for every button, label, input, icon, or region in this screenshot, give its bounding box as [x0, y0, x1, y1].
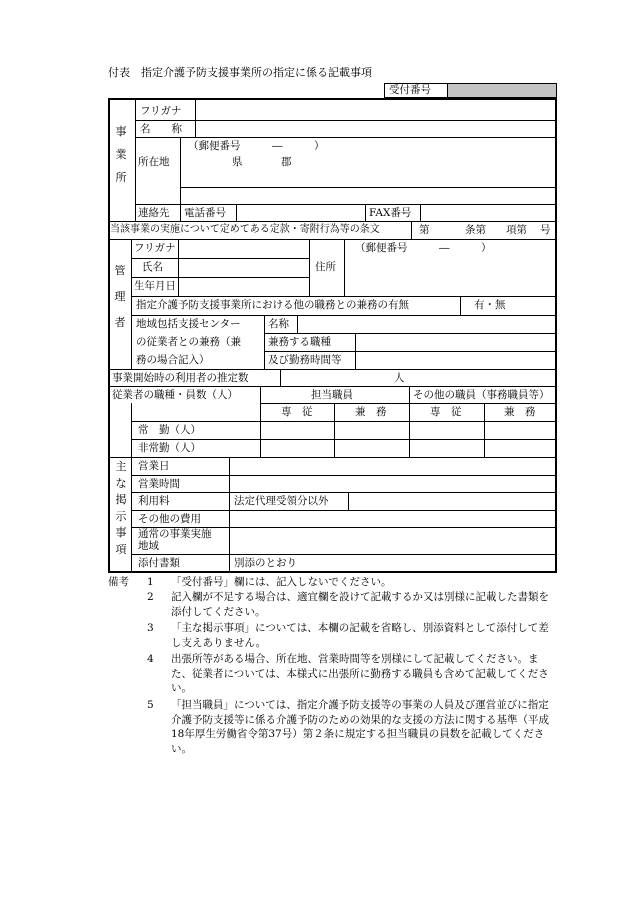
note-text: 「主な掲示事項」については、本欄の記載を省略し、別添資料として添付して差し支えありません。 [171, 622, 549, 649]
receipt-number-field[interactable] [447, 83, 557, 98]
staff-label: 従業者の職種・員数（人） [112, 389, 238, 401]
note-text: 出張所等がある場合、所在地、営業時間等を別様にして記載してください。また、従業者については、本様式に出張所に勤務する職員も含めて記載してください。 [171, 653, 549, 694]
staff-other-part: 兼 務 [504, 406, 536, 418]
manager-address-label: 住所 [315, 261, 336, 273]
manager-furigana-label: フリガナ [134, 242, 176, 254]
articles-go: 号 [540, 224, 551, 236]
notes-label: 備考 [108, 576, 129, 588]
articles-ko: 項第 [506, 224, 527, 236]
note-text: 記入欄が不足する場合は、適宜欄を設けて記載するか又は別様に記載した書類を添付してください。 [171, 591, 549, 618]
manager-birth-label: 生年月日 [134, 280, 176, 292]
office-postal: （郵便番号 ― ） [188, 140, 325, 152]
staff-tanto-part: 兼 務 [355, 406, 387, 418]
manager-center-line1: 地域包括支援センター [136, 318, 241, 330]
manager-center-line2: の従業者との兼務（兼 [136, 336, 241, 348]
office-county: 郡 [281, 156, 292, 168]
staff-row-full: 常 勤（人） [138, 424, 201, 436]
users-unit: 人 [394, 372, 405, 384]
users-label: 事業開始時の利用者の推定数 [112, 372, 249, 384]
postings-area-line1: 通常の事業実施 [138, 528, 212, 540]
office-name-label: 名 称 [140, 123, 182, 135]
manager-job-line1: 兼務する職種 [268, 336, 331, 348]
postings-side-label: 主な掲示事項 [115, 460, 127, 556]
postings-area-line2: 地域 [138, 540, 159, 552]
postings-fees-note: 法定代理受領分以外 [234, 495, 329, 507]
articles-dai: 第 [419, 224, 430, 236]
manager-job-line2: 及び勤務時間等 [268, 354, 342, 366]
office-side-label: 事業所 [115, 125, 127, 184]
office-phone-label: 電話番号 [184, 207, 226, 219]
receipt-number-label: 受付番号 [389, 84, 431, 96]
form-title: 付表 指定介護予防支援事業所の指定に係る記載事項 [108, 66, 372, 79]
postings-fees: 利用料 [138, 495, 170, 507]
note-number: 4 [147, 653, 154, 665]
office-address-label: 所在地 [138, 156, 170, 168]
note-number: 2 [147, 591, 154, 603]
staff-col-tanto: 担当職員 [311, 389, 353, 401]
office-furigana-label: フリガナ [140, 105, 182, 117]
staff-tanto-full: 専 従 [281, 406, 313, 418]
articles-label: 当該事業の実施について定めてある定款・寄附行為等の条文 [110, 224, 380, 235]
office-contact-label: 連絡先 [138, 207, 170, 219]
note-number: 1 [147, 576, 154, 588]
manager-yes-no[interactable]: 有・無 [474, 299, 506, 311]
manager-postal: （郵便番号 ― ） [355, 242, 492, 254]
note-number: 5 [147, 699, 154, 711]
manager-center-line3: 務の場合記入） [136, 354, 210, 366]
manager-center-name-label: 名称 [268, 318, 289, 330]
office-fax-label: FAX番号 [369, 207, 412, 219]
note-text: 「担当職員」については、指定介護予防支援等の事業の人員及び運営並びに指定介護予防支援等に係る介護予防のための効果的な支援の方法に関する基準（平成18年厚生労働省令第37号）第２条に規定する担当職員の員数を記載してください。 [171, 699, 549, 755]
staff-other-full: 専 従 [430, 406, 462, 418]
postings-other-costs: その他の費用 [138, 513, 201, 525]
staff-col-other: その他の職員（事務職員等） [413, 389, 550, 401]
office-prefecture: 県 [232, 156, 243, 168]
note-number: 3 [147, 622, 154, 634]
manager-name-label: 氏名 [142, 261, 163, 273]
manager-concurrent-label: 指定介護予防支援事業所における他の職務との兼務の有無 [136, 299, 409, 311]
manager-side-label: 管理者 [114, 264, 126, 329]
postings-business-hours: 営業時間 [138, 478, 180, 490]
postings-business-days: 営業日 [138, 460, 170, 472]
staff-row-part: 非常勤（人） [138, 442, 201, 454]
postings-attachment-note: 別添のとおり [234, 557, 297, 569]
note-text: 「受付番号」欄には、記入しないでください。 [171, 576, 392, 588]
articles-jo: 条第 [465, 224, 486, 236]
postings-attachment: 添付書類 [138, 557, 180, 569]
